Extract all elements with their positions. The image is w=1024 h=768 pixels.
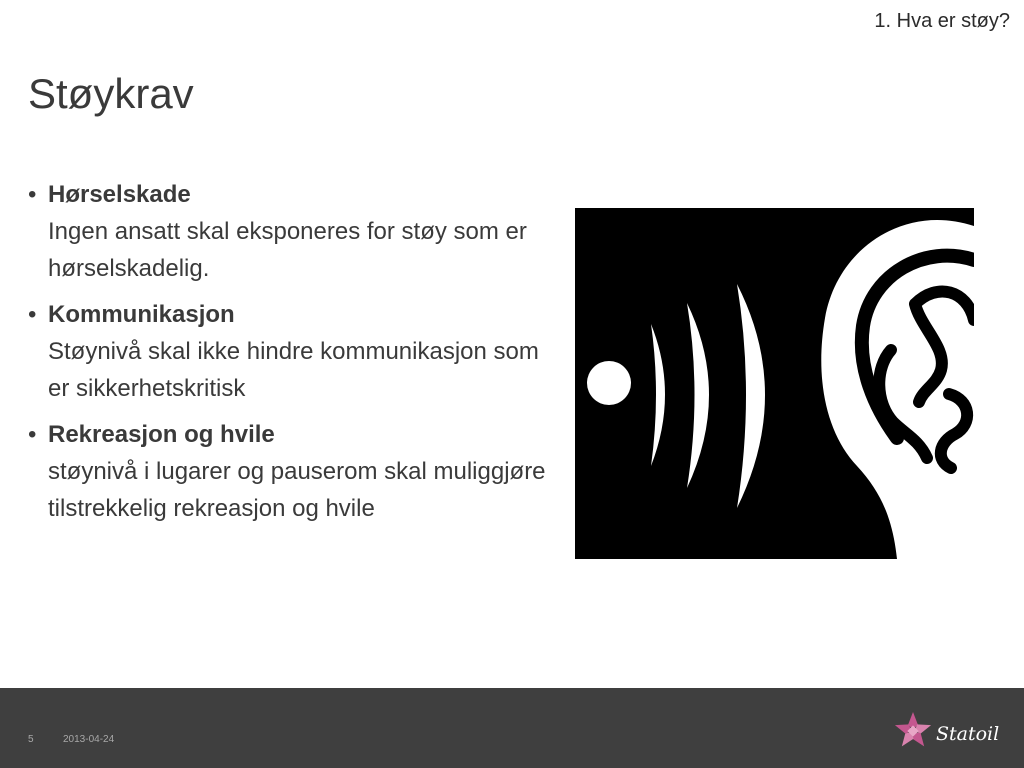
bullet-marker: • [28, 181, 37, 208]
bullet-body: støynivå i lugarer og pauserom skal muliggjøre tilstrekkelig rekreasjon og hvile [48, 458, 546, 522]
sound-source-dot [587, 361, 631, 405]
bullet-body: Ingen ansatt skal eksponeres for støy som er hørselskadelig. [48, 218, 527, 282]
footer-date: 2013-04-24 [63, 734, 115, 745]
bullet-item-rekreasjon [28, 416, 548, 527]
page-number: 5 [28, 734, 34, 745]
bullet-list [28, 176, 548, 536]
bullet-heading: Rekreasjon og hvile [48, 421, 275, 448]
statoil-logo [892, 706, 1016, 756]
bullet-item-horselskade [28, 176, 548, 287]
footer-bar [0, 688, 1024, 768]
slide-title: Støykrav [28, 70, 194, 117]
bullet-marker: • [28, 421, 37, 448]
section-label: 1. Hva er støy? [874, 10, 1010, 32]
statoil-star-logo-icon [892, 710, 934, 752]
bullet-heading: Kommunikasjon [48, 301, 235, 328]
logo-wordmark: Statoil [936, 723, 1000, 745]
bullet-body: Støynivå skal ikke hindre kommunikasjon som er sikkerhetskritisk [48, 338, 539, 402]
ear-sound-waves-icon [575, 208, 974, 559]
bullet-marker: • [28, 301, 37, 328]
bullet-item-kommunikasjon [28, 296, 548, 407]
bullet-heading: Hørselskade [48, 181, 191, 208]
